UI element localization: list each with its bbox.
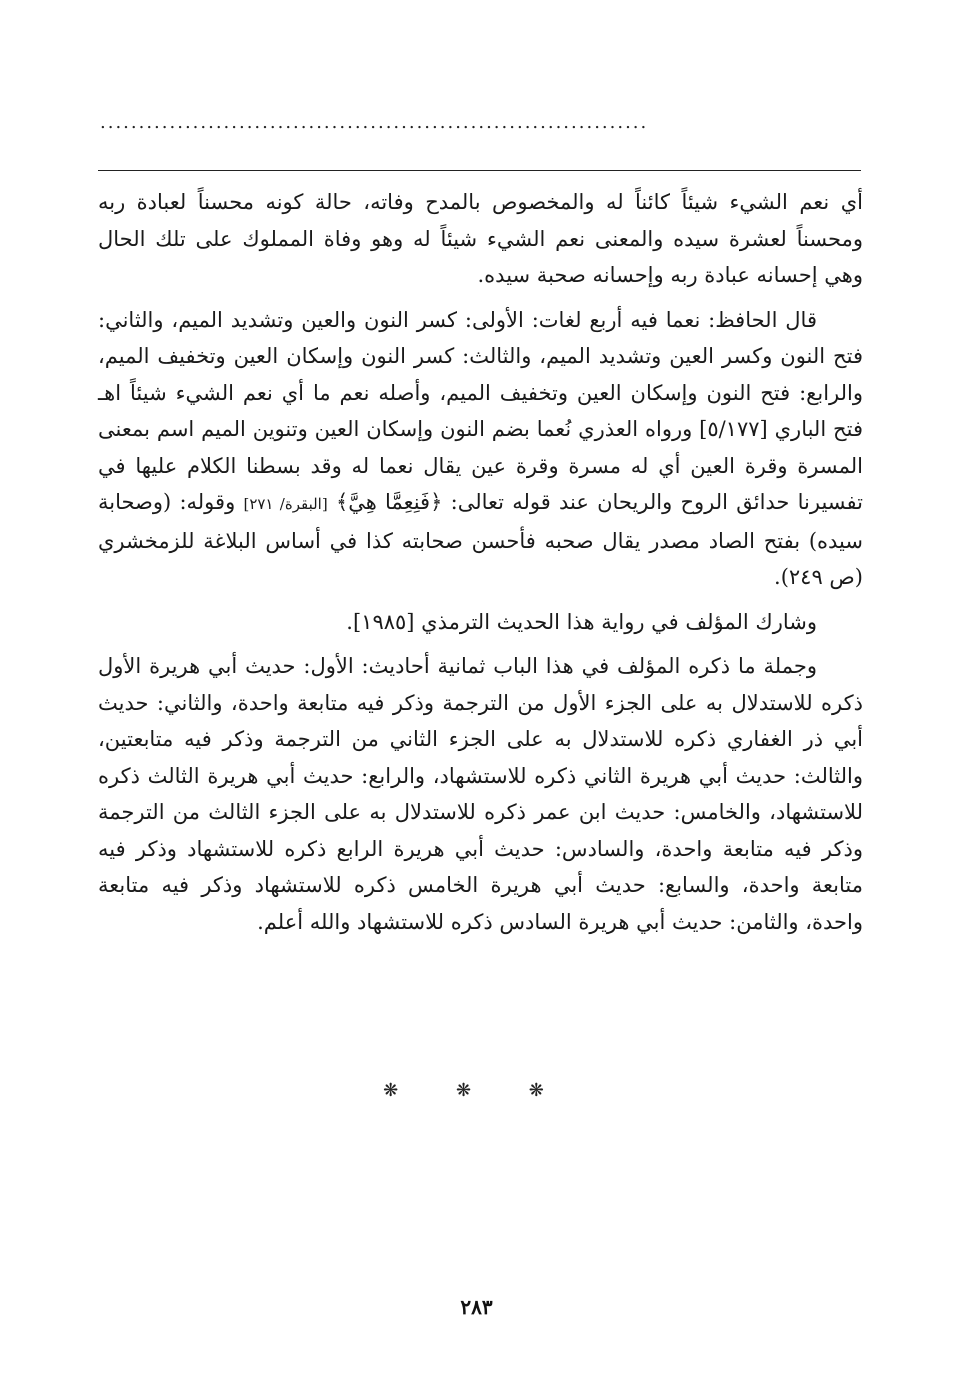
footnote-divider-rule [98, 170, 861, 171]
paragraph-2-main: قال الحافظ: نعما فيه أربع لغات: الأولى: كسر النون والعين وتشديد الميم، والثاني: فتح النون وكسر العين وتشديد الميم، والثالث: كسر النون وإسكان العين وتخفيف الميم، والرابع: فتح النون وإسكان العين وتخفيف الميم، وأصله نعم ما أي نعم الشيء شيئاً اهـ فتح الباري [٥/١٧٧] ورواه العذري نُعما بضم النون وإسكان العين وتنوين الميم اسم بمعنى المسرة وقرة العين أي له مسرة وقرة عين يقال نعما له وقد بسطنا الكلام عليها في تفسيرنا حدائق الروح والريحان عند قوله تعالى: ﴿فَنِعِمَّا هِيَّ﴾ [98, 307, 863, 514]
paragraph-2 [98, 302, 863, 596]
page-number: ٢٨٣ [460, 1295, 493, 1319]
section-separator-stars: ❋ ❋ ❋ [383, 1080, 570, 1101]
footnote-dotted-leader: ....................................................................... [100, 112, 649, 133]
quran-reference: [البقرة/ ٢٧١] [243, 495, 328, 513]
paragraph-4: وجملة ما ذكره المؤلف في هذا الباب ثمانية أحاديث: الأول: حديث أبي هريرة الأول ذكره للاستدلال به على الجزء الأول من الترجمة وذكر فيه متابعة واحدة، والثاني: حديث أبي ذر الغفاري ذكره للاستدلال به على الجزء الثاني من الترجمة وذكر فيه متابعتين، والثالث: حديث أبي هريرة الثاني ذكره للاستشهاد، والرابع: حديث أبي هريرة الثالث ذكره للاستشهاد، والخامس: حديث ابن عمر ذكره للاستدلال به على الجزء الثالث من الترجمة وذكر فيه متابعة واحدة، والسادس: حديث أبي هريرة الرابع ذكره للاستشهاد وذكر فيه متابعة واحدة، والسابع: حديث أبي هريرة الخامس ذكره للاستشهاد وذكر فيه متابعة واحدة، والثامن: حديث أبي هريرة السادس ذكره للاستشهاد والله أعلم. [98, 654, 863, 934]
commentary-body [98, 184, 863, 940]
paragraph-2-tail: وقوله: (وصحابة سيده) بفتح الصاد مصدر يقال صحبه فأحسن صحابته كذا في أساس البلاغة للزمخشري (ص ٢٤٩). [98, 490, 863, 589]
paragraph-3: وشارك المؤلف في رواية هذا الحديث الترمذي [١٩٨٥]. [346, 609, 817, 634]
paragraph-1: أي نعم الشيء شيئاً كائناً له والمخصوص بالمدح وفاته، حالة كونه محسناً لعبادة ربه ومحسناً لعشرة سيده والمعنى نعم الشيء شيئاً له وهو وفاة المملوك على تلك الحال وهي إحسانه عبادة ربه وإحسانه صحبة سيده. [98, 190, 863, 287]
